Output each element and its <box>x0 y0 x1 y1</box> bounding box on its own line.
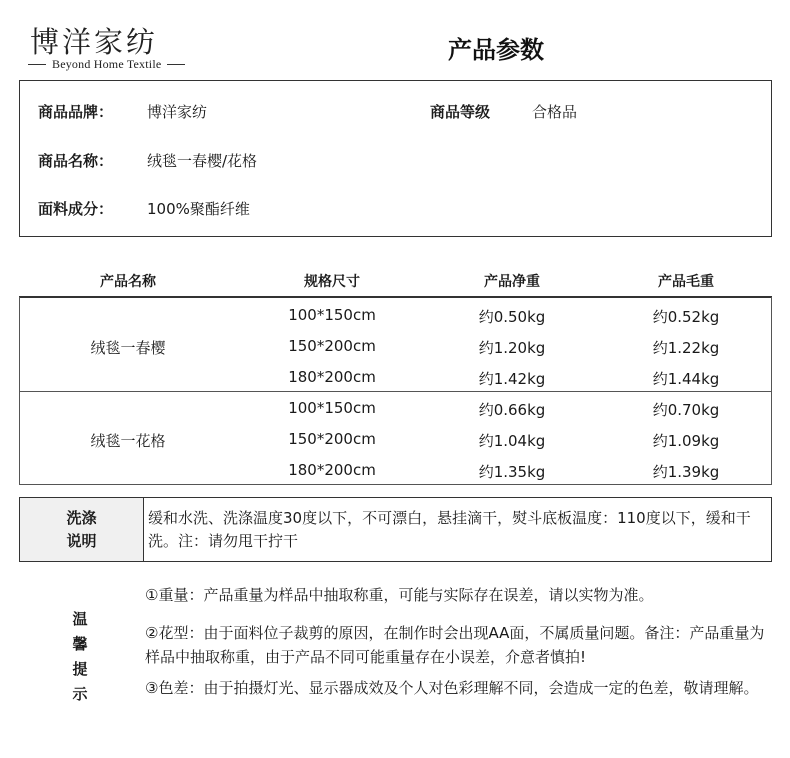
tips-label <box>70 607 90 707</box>
spec-group-name: 绒毯一春樱 <box>90 339 166 357</box>
tip-color-difference: ③色差：由于拍摄灯光、显示器成效及个人对色彩理解不同，会造成一定的色差，敬请理解。 <box>145 679 759 697</box>
tips-label-char: 温 <box>72 610 88 628</box>
spec-cell-gross: 约1.22kg <box>652 339 720 357</box>
spec-table-bottom-rule <box>19 484 772 485</box>
spec-cell-gross: 约0.52kg <box>652 308 720 326</box>
spec-table-right-border <box>771 297 772 484</box>
tagline-dash-right <box>167 64 185 65</box>
spec-header-gross-weight: 产品毛重 <box>658 274 714 290</box>
brand-logo-english: Beyond Home Textile <box>52 57 162 71</box>
wash-label-line1: 洗涤 <box>66 508 97 527</box>
wash-label-line2: 说明 <box>66 531 97 550</box>
spec-header-net-weight: 产品净重 <box>484 274 540 290</box>
spec-cell-gross: 约1.39kg <box>652 463 720 481</box>
spec-cell-net: 约1.04kg <box>478 432 546 450</box>
spec-header-size: 规格尺寸 <box>304 274 360 290</box>
brand-logo-text: 博洋家纺 <box>30 25 159 59</box>
spec-cell-net: 约1.20kg <box>478 339 546 357</box>
spec-cell-size: 150*200cm <box>288 337 376 355</box>
tip-weight: ①重量：产品重量为样品中抽取称重，可能与实际存在误差，请以实物为准。 <box>145 586 654 604</box>
page-title: 产品参数 <box>448 36 544 64</box>
name-value: 绒毯一春樱/花格 <box>147 152 258 170</box>
brand-value: 博洋家纺 <box>147 103 208 121</box>
tip-pattern: ②花型：由于面料位子裁剪的原因，在制作时会出现AA面，不属质量问题。备注：产品重量为样品中抽取称重，由于产品不同可能重量存在小误差，介意者慎拍! <box>145 624 765 666</box>
spec-table-group-divider <box>19 391 772 392</box>
spec-table-top-rule <box>19 296 772 298</box>
spec-cell-size: 180*200cm <box>288 368 376 386</box>
spec-cell-net: 约0.50kg <box>478 308 546 326</box>
tagline-dash-left <box>28 64 46 65</box>
grade-value: 合格品 <box>532 103 578 121</box>
spec-cell-net: 约1.35kg <box>478 463 546 481</box>
spec-cell-net: 约0.66kg <box>478 401 546 419</box>
spec-cell-gross: 约1.09kg <box>652 432 720 450</box>
spec-cell-gross: 约0.70kg <box>652 401 720 419</box>
material-label: 面料成分： <box>38 200 114 218</box>
spec-table-left-border <box>19 297 20 484</box>
spec-header-name: 产品名称 <box>100 274 156 290</box>
tips-label-char: 示 <box>72 685 88 703</box>
spec-cell-size: 100*150cm <box>288 399 376 417</box>
name-label: 商品名称： <box>38 152 114 170</box>
spec-cell-size: 180*200cm <box>288 461 376 479</box>
wash-instructions-text: 缓和水洗、洗涤温度30度以下，不可漂白，悬挂滴干，熨斗底板温度：110度以下，缓和干洗。注：请勿甩干拧干 <box>148 509 751 550</box>
wash-instructions-box <box>19 497 772 562</box>
spec-cell-gross: 约1.44kg <box>652 370 720 388</box>
grade-label: 商品等级 <box>430 103 491 121</box>
tips-label-char: 提 <box>72 660 88 678</box>
brand-label: 商品品牌： <box>38 103 114 121</box>
spec-group-name: 绒毯一花格 <box>90 432 166 450</box>
tips-label-char: 馨 <box>72 635 88 653</box>
brand-logo-tagline <box>28 57 185 72</box>
spec-cell-size: 150*200cm <box>288 430 376 448</box>
product-info-box <box>19 80 772 237</box>
spec-cell-size: 100*150cm <box>288 306 376 324</box>
wash-label <box>20 498 144 561</box>
material-value: 100%聚酯纤维 <box>147 200 250 218</box>
spec-cell-net: 约1.42kg <box>478 370 546 388</box>
